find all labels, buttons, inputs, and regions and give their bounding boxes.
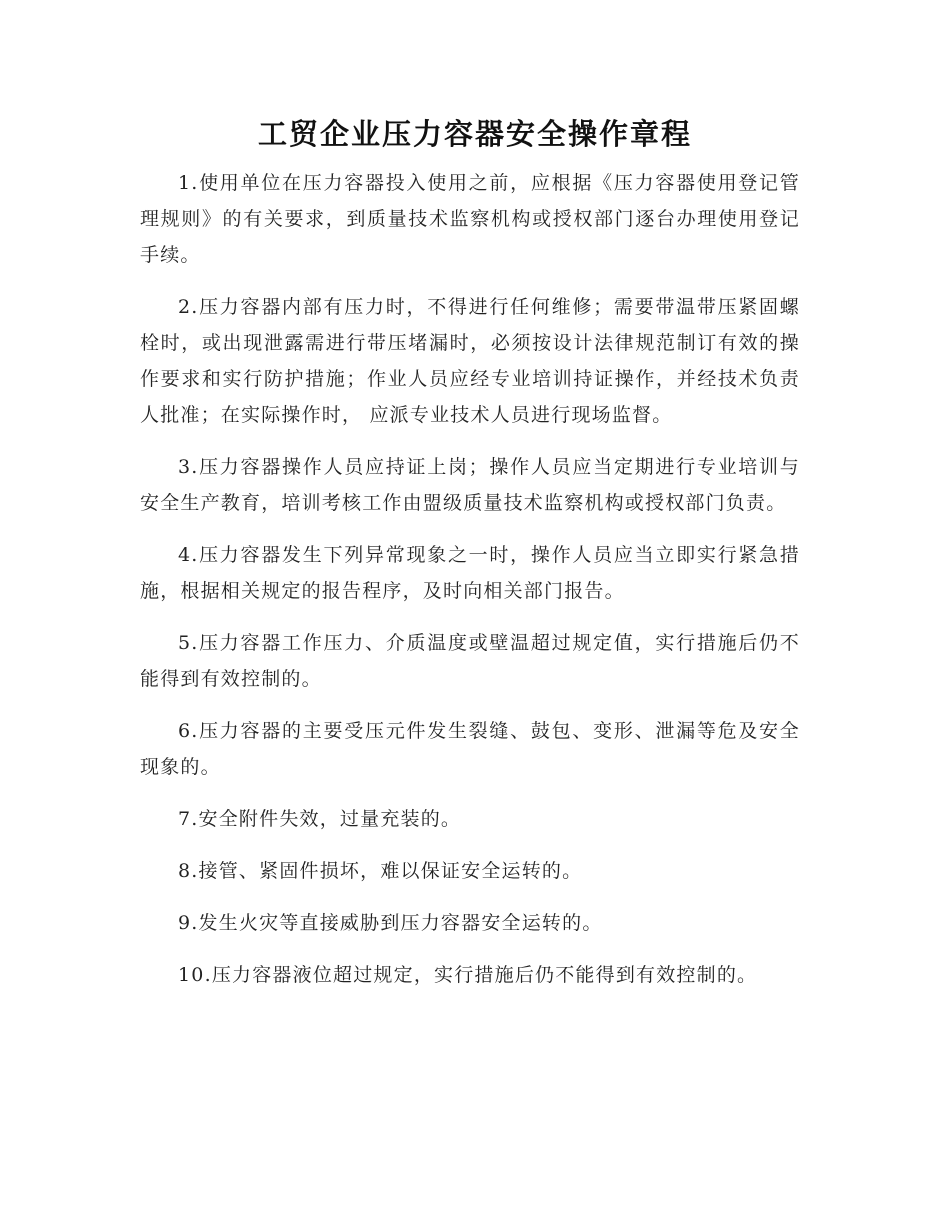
paragraph-10: 10.压力容器液位超过规定，实行措施后仍不能得到有效控制的。 bbox=[178, 964, 758, 986]
paragraph-8: 8.接管、紧固件损坏，难以保证安全运转的。 bbox=[178, 860, 583, 882]
paragraph-6: 6.压力容器的主要受压元件发生裂缝、鼓包、变形、泄漏等危及安全现象的。 bbox=[140, 720, 800, 778]
paragraph-1: 1.使用单位在压力容器投入使用之前，应根据《压力容器使用登记管理规则》的有关要求，到质量技术监察机构或授权部门逐台办理使用登记手续。 bbox=[140, 172, 800, 266]
paragraph-5: 5.压力容器工作压力、介质温度或壁温超过规定值，实行措施后仍不能得到有效控制的。 bbox=[140, 632, 800, 690]
paragraph-4: 4.压力容器发生下列异常现象之一时，操作人员应当立即实行紧急措施，根据相关规定的报告程序，及时向相关部门报告。 bbox=[140, 544, 800, 602]
paragraph-9: 9.发生火灾等直接威胁到压力容器安全运转的。 bbox=[178, 912, 603, 934]
paragraph-2: 2.压力容器内部有压力时，不得进行任何维修；需要带温带压紧固螺栓时，或出现泄露需进行带压堵漏时，必须按设计法律规范制订有效的操作要求和实行防护措施；作业人员应经专业培训持证操作，并经技术负责人批准；在实际操作时， 应派专业技术人员进行现场监督。 bbox=[140, 296, 800, 426]
document-body bbox=[140, 165, 800, 1009]
paragraph-3: 3.压力容器操作人员应持证上岗；操作人员应当定期进行专业培训与安全生产教育，培训考核工作由盟级质量技术监察机构或授权部门负责。 bbox=[140, 456, 800, 514]
document-title: 工贸企业压力容器安全操作章程 bbox=[257, 117, 692, 151]
paragraph-7: 7.安全附件失效，过量充装的。 bbox=[178, 808, 462, 830]
